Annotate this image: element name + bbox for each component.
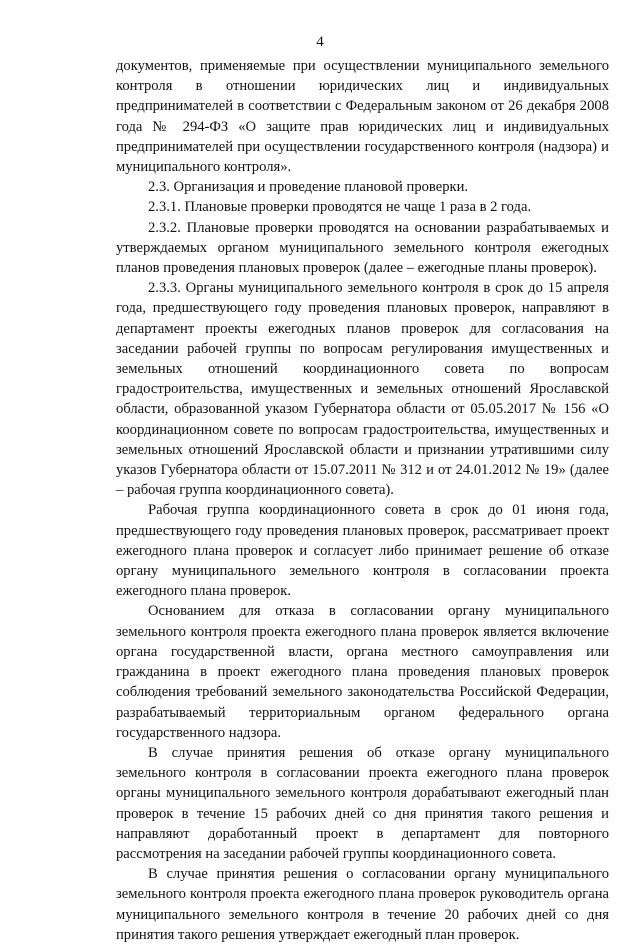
- paragraph-section-2-3-3: 2.3.3. Органы муниципального земельного контроля в срок до 15 апреля года, предшествующего году проведения плановых проверок, направляют в департамент проекты ежегодных планов проверок для согласования на заседании рабочей группы по вопросам регулирования имущественных и земельных отношений координационного совета по вопросам градостроительства, имущественных и земельных отношений Ярославской области, образованной указом Губернатора области от 05.05.2017 № 156 «О координационном совете по вопросам градостроительства, имущественных и земельных отношений Ярославской области и признании утратившими силу указов Губернатора области от 15.07.2011 № 312 и от 24.01.2012 № 19» (далее – рабочая группа координационного совета).: [116, 280, 609, 499]
- paragraph-section-2-3-1: 2.3.1. Плановые проверки проводятся не чаще 1 раза в 2 года.: [148, 199, 532, 216]
- document-body: [116, 56, 609, 945]
- paragraph-continuation: документов, применяемые при осуществлении муниципального земельного контроля в отношении юридических лиц и индивидуальных предпринимателей в соответствии с Федеральным законом от 26 декабря 2008 года № 294-ФЗ «О защите прав юридических лиц и индивидуальных предпринимателей при осуществлении государственного контроля (надзора) и муниципального контроля».: [116, 58, 609, 176]
- paragraph-approval-procedure: В случае принятия решения о согласовании органу муниципального земельного контроля проекта ежегодного плана проверок руководитель органа муниципального земельного контроля в течение 20 рабочих дней со дня принятия такого решения утверждает ежегодный план проверок.: [116, 866, 609, 943]
- paragraph-section-2-3-2: 2.3.2. Плановые проверки проводятся на основании разрабатываемых и утверждаемых органом муниципального земельного контроля ежегодных планов проведения плановых проверок (далее – ежегодные планы проверок).: [116, 219, 609, 277]
- page-number: 4: [316, 34, 324, 50]
- paragraph-refusal-procedure: В случае принятия решения об отказе органу муниципального земельного контроля в согласовании проекта ежегодного плана проверок органы муниципального земельного контроля дорабатывают ежегодный план проверок в течение 15 рабочих дней со дня принятия такого решения и направляют доработанный проект в департамент для повторного рассмотрения на заседании рабочей группы координационного совета.: [116, 744, 609, 862]
- paragraph-refusal-grounds: Основанием для отказа в согласовании органу муниципального земельного контроля проекта ежегодного плана проверок является включение органа государственной власти, органа местного самоуправления или гражданина в проект ежегодного плана проведения плановых проверок соблюдения требований земельного законодательства Российской Федерации, разрабатываемый территориальным органом федерального органа государственного надзора.: [116, 603, 609, 741]
- paragraph-working-group-review: Рабочая группа координационного совета в срок до 01 июня года, предшествующего году проведения плановых проверок, рассматривает проект ежегодного плана проверок и согласует либо принимает решение об отказе органу муниципального земельного контроля в согласовании проекта ежегодного плана проверок.: [116, 502, 609, 600]
- paragraph-section-2-3: 2.3. Организация и проведение плановой проверки.: [148, 179, 469, 196]
